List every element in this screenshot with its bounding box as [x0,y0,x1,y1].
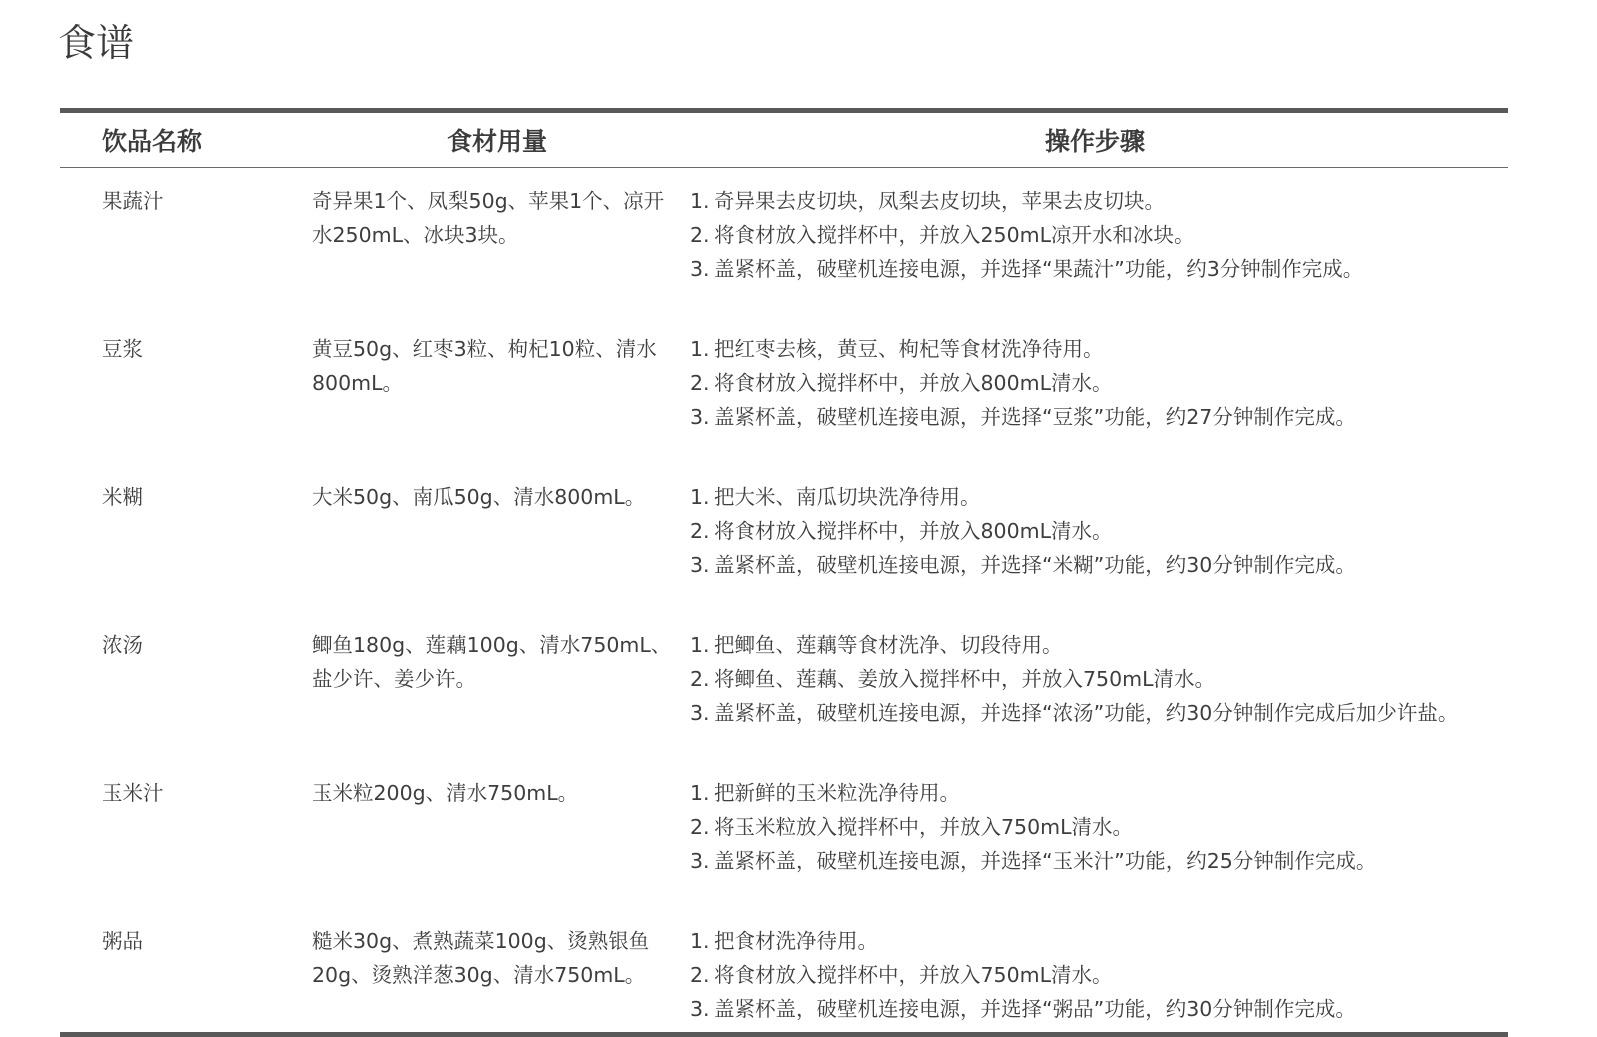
step-text: 盖紧杯盖，破壁机连接电源，并选择“豆浆”功能，约27分钟制作完成。 [714,405,1356,429]
ingredients-cell: 奇异果1个、凤梨50g、苹果1个、凉开水250mL、冰块3块。 [312,189,665,247]
step-item [690,252,1508,286]
step-text: 将食材放入搅拌杯中，并放入750mL清水。 [714,963,1113,987]
step-number: 3. [690,997,710,1021]
steps-cell [682,908,1508,1035]
step-item [690,844,1508,878]
table-header-row [60,111,1508,168]
step-number: 1. [690,633,710,657]
table-row [60,168,1508,317]
step-number: 2. [690,667,710,691]
drink-name-cell: 豆浆 [102,337,143,361]
step-text: 盖紧杯盖，破壁机连接电源，并选择“果蔬汁”功能，约3分钟制作完成。 [714,257,1364,281]
step-number: 3. [690,849,710,873]
step-number: 2. [690,223,710,247]
table-row [60,612,1508,760]
step-number: 2. [690,519,710,543]
drink-name-cell: 粥品 [102,929,143,953]
step-number: 1. [690,781,710,805]
ingredients-cell: 黄豆50g、红枣3粒、枸杞10粒、清水800mL。 [312,337,657,395]
ingredients-cell: 糙米30g、煮熟蔬菜100g、烫熟银鱼20g、烫熟洋葱30g、清水750mL。 [312,929,650,987]
header-steps: 操作步骤 [1044,127,1145,156]
step-item [690,810,1508,844]
step-number: 3. [690,553,710,577]
step-number: 2. [690,371,710,395]
ingredients-cell: 鲫鱼180g、莲藕100g、清水750mL、盐少许、姜少许。 [312,633,672,691]
step-number: 1. [690,929,710,953]
step-item [690,184,1508,218]
page-title: 食谱 [58,21,135,65]
drink-name-cell: 果蔬汁 [102,189,164,213]
step-item [690,696,1508,730]
steps-cell [682,168,1508,317]
step-item [690,662,1508,696]
recipe-table-body [60,168,1508,1035]
ingredients-cell: 玉米粒200g、清水750mL。 [312,781,579,805]
step-item [690,548,1508,582]
step-number: 1. [690,337,710,361]
step-text: 盖紧杯盖，破壁机连接电源，并选择“粥品”功能，约30分钟制作完成。 [714,997,1356,1021]
step-text: 盖紧杯盖，破壁机连接电源，并选择“浓汤”功能，约30分钟制作完成后加少许盐。 [714,701,1459,725]
step-text: 把食材洗净待用。 [714,929,878,953]
step-item [690,958,1508,992]
step-item [690,992,1508,1026]
step-item [690,514,1508,548]
step-number: 3. [690,701,710,725]
step-item [690,400,1508,434]
table-row [60,760,1508,908]
step-text: 将食材放入搅拌杯中，并放入800mL清水。 [714,371,1113,395]
step-number: 1. [690,485,710,509]
step-number: 3. [690,257,710,281]
step-item [690,332,1508,366]
step-text: 把鲫鱼、莲藕等食材洗净、切段待用。 [714,633,1063,657]
step-item [690,480,1508,514]
table-row [60,316,1508,464]
header-ingredients: 食材用量 [446,127,547,156]
ingredients-cell: 大米50g、南瓜50g、清水800mL。 [312,485,646,509]
step-text: 盖紧杯盖，破壁机连接电源，并选择“玉米汁”功能，约25分钟制作完成。 [714,849,1377,873]
step-item [690,924,1508,958]
table-row [60,464,1508,612]
step-number: 3. [690,405,710,429]
step-text: 将玉米粒放入搅拌杯中，并放入750mL清水。 [714,815,1134,839]
step-text: 把红枣去核，黄豆、枸杞等食材洗净待用。 [714,337,1104,361]
steps-cell [682,612,1508,760]
drink-name-cell: 浓汤 [102,633,143,657]
step-item [690,776,1508,810]
step-text: 奇异果去皮切块，凤梨去皮切块，苹果去皮切块。 [714,189,1165,213]
drink-name-cell: 米糊 [102,485,143,509]
step-item [690,218,1508,252]
step-text: 将食材放入搅拌杯中，并放入800mL清水。 [714,519,1113,543]
steps-cell [682,464,1508,612]
step-text: 将鲫鱼、莲藕、姜放入搅拌杯中，并放入750mL清水。 [714,667,1216,691]
step-item [690,366,1508,400]
step-item [690,628,1508,662]
header-drink-name: 饮品名称 [102,127,203,156]
recipe-table [60,108,1508,1037]
steps-cell [682,760,1508,908]
step-text: 将食材放入搅拌杯中，并放入250mL凉开水和冰块。 [714,223,1195,247]
step-number: 2. [690,963,710,987]
table-row [60,908,1508,1035]
step-number: 1. [690,189,710,213]
step-text: 盖紧杯盖，破壁机连接电源，并选择“米糊”功能，约30分钟制作完成。 [714,553,1356,577]
drink-name-cell: 玉米汁 [102,781,164,805]
steps-cell [682,316,1508,464]
step-text: 把新鲜的玉米粒洗净待用。 [714,781,960,805]
step-text: 把大米、南瓜切块洗净待用。 [714,485,981,509]
step-number: 2. [690,815,710,839]
